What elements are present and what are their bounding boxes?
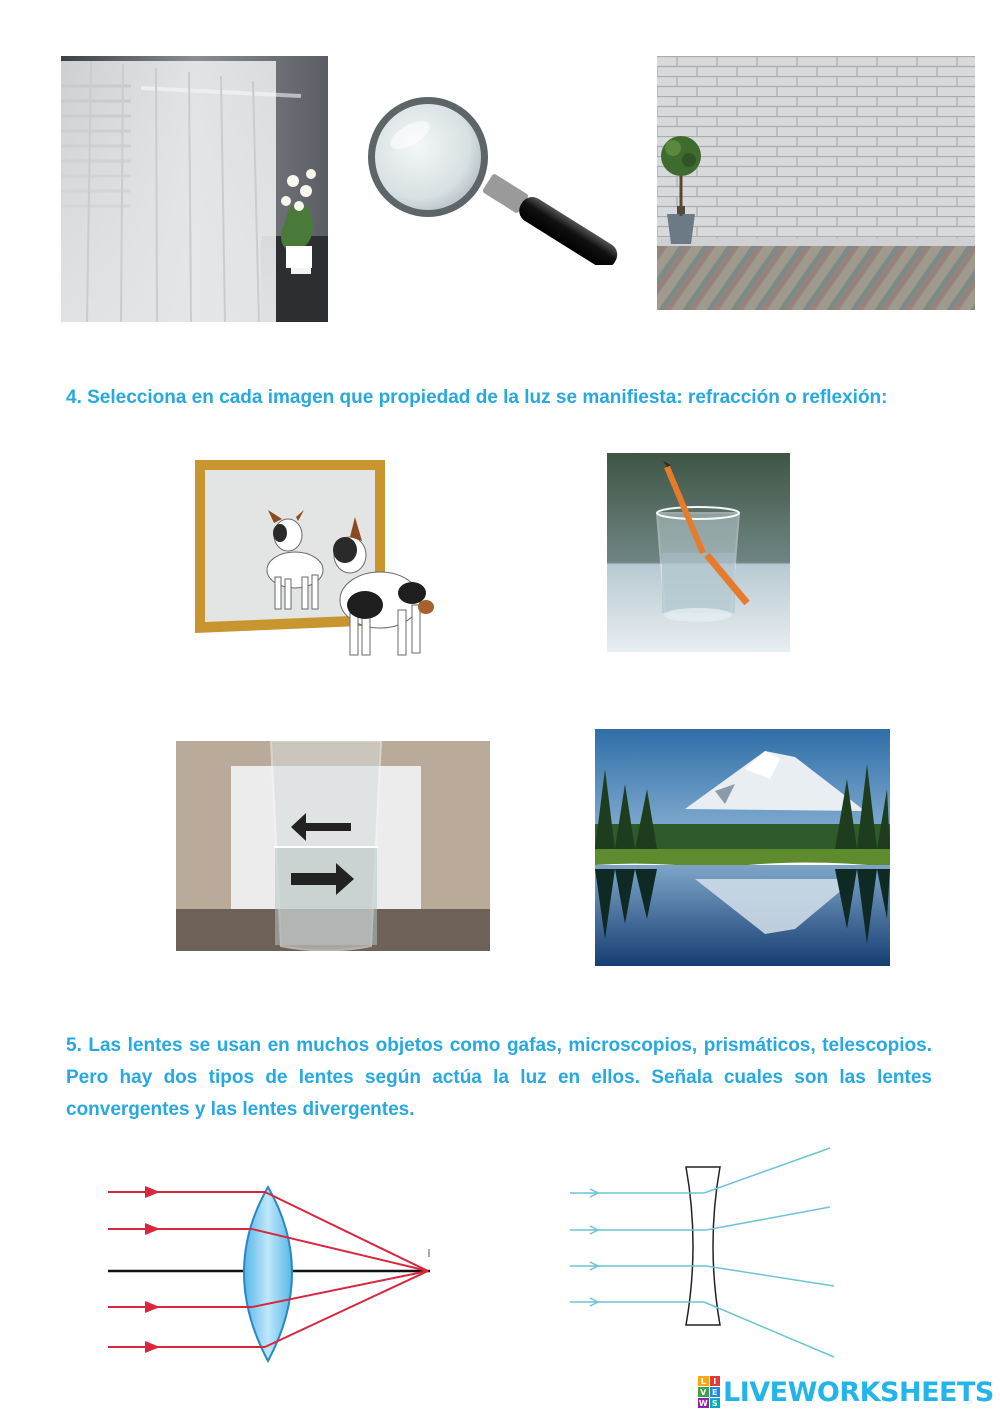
- shower-curtain-photo: [61, 56, 328, 322]
- divergent-lens-diagram: [568, 1145, 840, 1360]
- mark-letter: W: [698, 1398, 708, 1408]
- arrows-glass-photo: [176, 741, 490, 951]
- mark-letter: S: [710, 1398, 721, 1408]
- mark-letter: E: [710, 1387, 721, 1397]
- liveworksheets-mark-icon: [698, 1376, 720, 1408]
- liveworksheets-logo: [698, 1374, 994, 1410]
- mark-letter: V: [698, 1387, 709, 1397]
- pencil-in-water-photo: [607, 453, 790, 652]
- convergent-lens-diagram: [100, 1175, 440, 1365]
- question-5-text: 5. Las lentes se usan en muchos objetos como gafas, microscopios, prismáticos, telescopios. Pero hay dos tipos de lentes según actúa la luz en ellos. Señala cuales son las lentes convergentes y las lentes divergentes.: [66, 1035, 932, 1120]
- question-4-text: 4. Selecciona en cada imagen que propiedad de la luz se manifiesta: refracción o reflexión:: [66, 387, 888, 408]
- mark-letter: I: [710, 1376, 721, 1386]
- magnifying-glass-photo: [358, 95, 628, 265]
- brand-part-worksheets: WORKSHEETS: [787, 1376, 994, 1408]
- mountain-lake-reflection-photo: [595, 729, 890, 966]
- liveworksheets-wordmark: [723, 1377, 994, 1408]
- mark-letter: L: [698, 1376, 709, 1386]
- brick-wall-room-photo: [657, 56, 975, 310]
- dog-mirror-photo: [190, 455, 450, 665]
- brand-part-live: LIVE: [723, 1376, 788, 1408]
